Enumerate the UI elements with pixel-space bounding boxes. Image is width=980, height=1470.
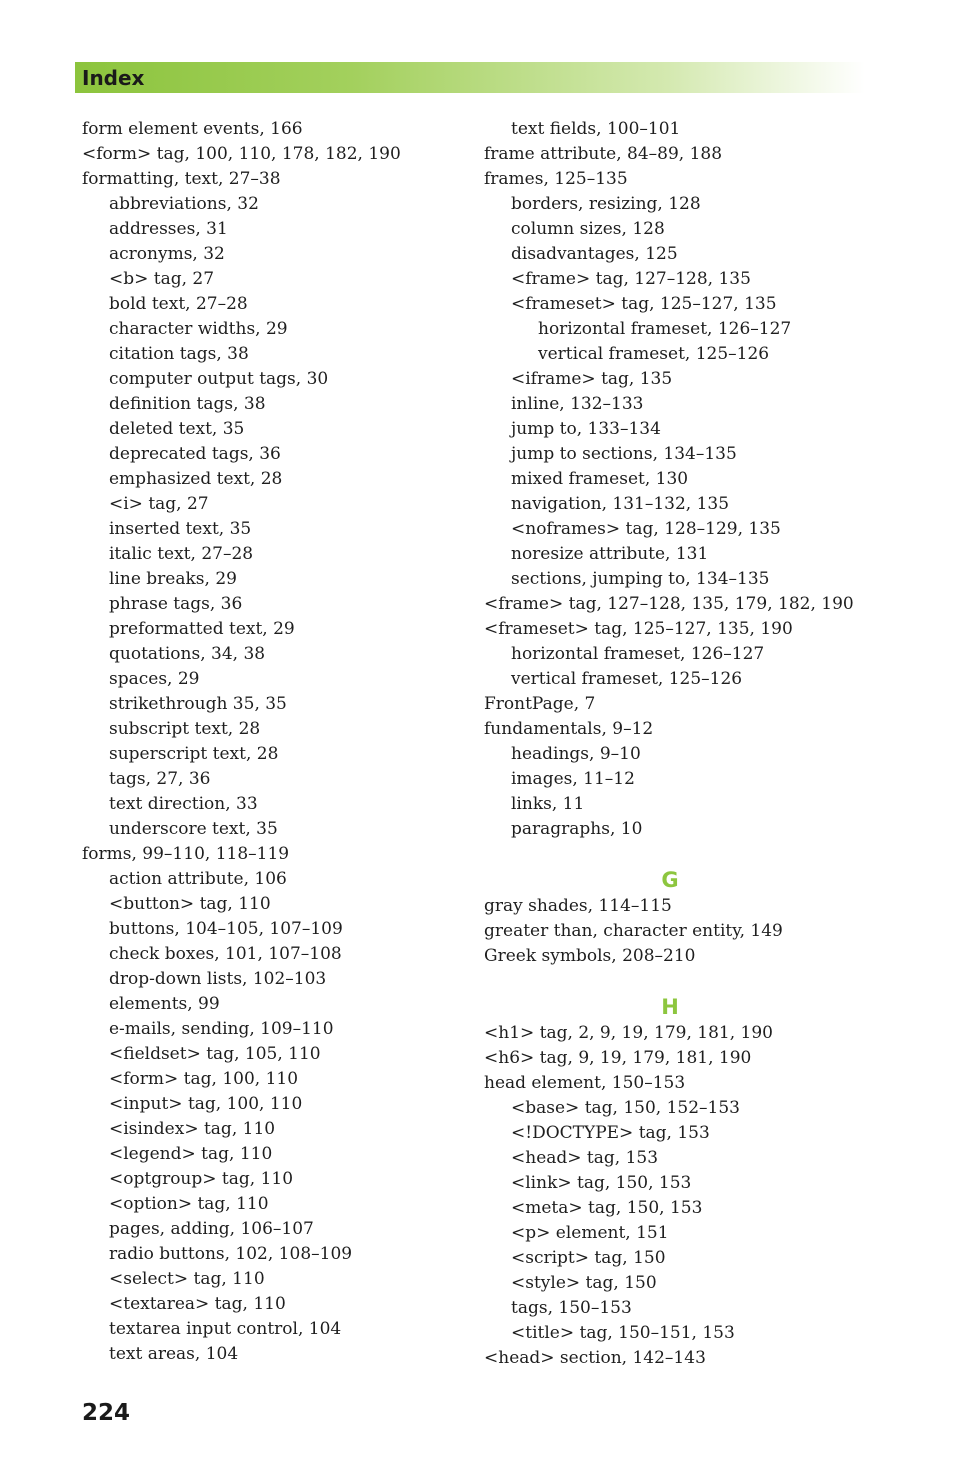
index-entry: formatting, text, 27–38 — [82, 169, 281, 189]
index-subentry: mixed frameset, 130 — [511, 469, 689, 489]
index-subentry: quotations, 34, 38 — [109, 644, 266, 664]
index-section-f-continued — [484, 117, 924, 842]
index-subentry: text areas, 104 — [109, 1344, 239, 1364]
index-subentry: headings, 9–10 — [511, 744, 641, 764]
index-subentry: spaces, 29 — [109, 669, 200, 689]
index-subentry: inserted text, 35 — [109, 519, 252, 539]
index-subentry: subscript text, 28 — [109, 719, 261, 739]
index-subentry: addresses, 31 — [109, 219, 228, 239]
index-subentry: acronyms, 32 — [109, 244, 225, 264]
index-subentry: <head> tag, 153 — [511, 1148, 659, 1168]
index-subentry: buttons, 104–105, 107–109 — [109, 919, 343, 939]
index-subentry: <title> tag, 150–151, 153 — [511, 1323, 735, 1343]
index-subentry: deleted text, 35 — [109, 419, 245, 439]
page-title: Index — [82, 66, 145, 90]
index-subentry: <select> tag, 110 — [109, 1269, 265, 1289]
index-subentry: links, 11 — [511, 794, 585, 814]
index-subentry: borders, resizing, 128 — [511, 194, 701, 214]
index-section-h — [484, 1021, 924, 1371]
index-subentry: <button> tag, 110 — [109, 894, 271, 914]
index-entry: <head> section, 142–143 — [484, 1348, 706, 1368]
index-entry: Greek symbols, 208–210 — [484, 946, 696, 966]
index-subentry: bold text, 27–28 — [109, 294, 248, 314]
index-entry: <h6> tag, 9, 19, 179, 181, 190 — [484, 1048, 752, 1068]
index-subentry: <p> element, 151 — [511, 1223, 669, 1243]
index-column-right — [484, 117, 924, 1371]
index-subentry: tags, 150–153 — [511, 1298, 632, 1318]
index-entry: form element events, 166 — [82, 119, 303, 139]
index-subentry: <optgroup> tag, 110 — [109, 1169, 294, 1189]
index-entry: <frameset> tag, 125–127, 135, 190 — [484, 619, 793, 639]
index-subentry: preformatted text, 29 — [109, 619, 295, 639]
index-subentry: e-mails, sending, 109–110 — [109, 1019, 334, 1039]
header-band — [75, 62, 865, 93]
index-subentry: <base> tag, 150, 152–153 — [511, 1098, 741, 1118]
index-entry: forms, 99–110, 118–119 — [82, 844, 290, 864]
index-subentry: <isindex> tag, 110 — [109, 1119, 276, 1139]
index-subentry: <form> tag, 100, 110 — [109, 1069, 299, 1089]
index-subentry: <fieldset> tag, 105, 110 — [109, 1044, 321, 1064]
section-letter-h: H — [661, 995, 679, 1019]
index-subentry: inline, 132–133 — [511, 394, 644, 414]
index-subentry: citation tags, 38 — [109, 344, 249, 364]
index-subentry: jump to sections, 134–135 — [511, 444, 737, 464]
index-subentry: definition tags, 38 — [109, 394, 266, 414]
index-entry: <form> tag, 100, 110, 178, 182, 190 — [82, 144, 401, 164]
index-subentry: action attribute, 106 — [109, 869, 287, 889]
index-subentry: <link> tag, 150, 153 — [511, 1173, 692, 1193]
index-subentry: vertical frameset, 125–126 — [538, 344, 770, 364]
index-column-left — [82, 117, 462, 1367]
index-subentry: tags, 27, 36 — [109, 769, 211, 789]
index-entry: FrontPage, 7 — [484, 694, 596, 714]
index-section-g — [484, 894, 924, 969]
index-subentry: elements, 99 — [109, 994, 220, 1014]
index-subentry: <textarea> tag, 110 — [109, 1294, 286, 1314]
index-subentry: paragraphs, 10 — [511, 819, 643, 839]
index-subentry: <script> tag, 150 — [511, 1248, 666, 1268]
section-letter-g: G — [661, 868, 679, 892]
index-subentry: phrase tags, 36 — [109, 594, 243, 614]
index-subentry: character widths, 29 — [109, 319, 288, 339]
index-subentry: emphasized text, 28 — [109, 469, 283, 489]
index-subentry: horizontal frameset, 126–127 — [511, 644, 765, 664]
index-subentry: sections, jumping to, 134–135 — [511, 569, 770, 589]
index-subentry: <i> tag, 27 — [109, 494, 209, 514]
index-subentry: <frame> tag, 127–128, 135 — [511, 269, 751, 289]
index-subentry: <input> tag, 100, 110 — [109, 1094, 303, 1114]
index-subentry: disadvantages, 125 — [511, 244, 678, 264]
index-subentry: navigation, 131–132, 135 — [511, 494, 730, 514]
index-subentry: line breaks, 29 — [109, 569, 237, 589]
index-subentry: check boxes, 101, 107–108 — [109, 944, 342, 964]
index-subentry: column sizes, 128 — [511, 219, 665, 239]
index-subentry: deprecated tags, 36 — [109, 444, 281, 464]
index-subentry: vertical frameset, 125–126 — [511, 669, 743, 689]
index-subentry: abbreviations, 32 — [109, 194, 259, 214]
index-subentry: superscript text, 28 — [109, 744, 279, 764]
index-entry: <h1> tag, 2, 9, 19, 179, 181, 190 — [484, 1023, 773, 1043]
index-entry: head element, 150–153 — [484, 1073, 686, 1093]
index-subentry: underscore text, 35 — [109, 819, 278, 839]
index-subentry: <noframes> tag, 128–129, 135 — [511, 519, 781, 539]
index-subentry: <b> tag, 27 — [109, 269, 215, 289]
index-entry: frames, 125–135 — [484, 169, 628, 189]
index-entry: gray shades, 114–115 — [484, 896, 672, 916]
index-subentry: strikethrough 35, 35 — [109, 694, 287, 714]
index-subentry: text fields, 100–101 — [511, 119, 681, 139]
index-subentry: pages, adding, 106–107 — [109, 1219, 314, 1239]
index-subentry: text direction, 33 — [109, 794, 258, 814]
index-subentry: <!DOCTYPE> tag, 153 — [511, 1123, 710, 1143]
index-subentry: textarea input control, 104 — [109, 1319, 342, 1339]
index-subentry: italic text, 27–28 — [109, 544, 254, 564]
index-subentry: <style> tag, 150 — [511, 1273, 657, 1293]
index-subentry: <iframe> tag, 135 — [511, 369, 673, 389]
index-subentry: jump to, 133–134 — [511, 419, 661, 439]
index-subentry: <frameset> tag, 125–127, 135 — [511, 294, 777, 314]
index-subentry: <legend> tag, 110 — [109, 1144, 273, 1164]
index-subentry: drop-down lists, 102–103 — [109, 969, 327, 989]
index-subentry: <option> tag, 110 — [109, 1194, 269, 1214]
index-subentry: computer output tags, 30 — [109, 369, 329, 389]
index-entry: fundamentals, 9–12 — [484, 719, 654, 739]
index-entry: frame attribute, 84–89, 188 — [484, 144, 723, 164]
index-entry: greater than, character entity, 149 — [484, 921, 783, 941]
index-entry: <frame> tag, 127–128, 135, 179, 182, 190 — [484, 594, 854, 614]
index-subentry: <meta> tag, 150, 153 — [511, 1198, 703, 1218]
index-subentry: images, 11–12 — [511, 769, 635, 789]
index-subentry: horizontal frameset, 126–127 — [538, 319, 792, 339]
index-subentry: radio buttons, 102, 108–109 — [109, 1244, 353, 1264]
page-number: 224 — [82, 1400, 131, 1426]
index-subentry: noresize attribute, 131 — [511, 544, 709, 564]
